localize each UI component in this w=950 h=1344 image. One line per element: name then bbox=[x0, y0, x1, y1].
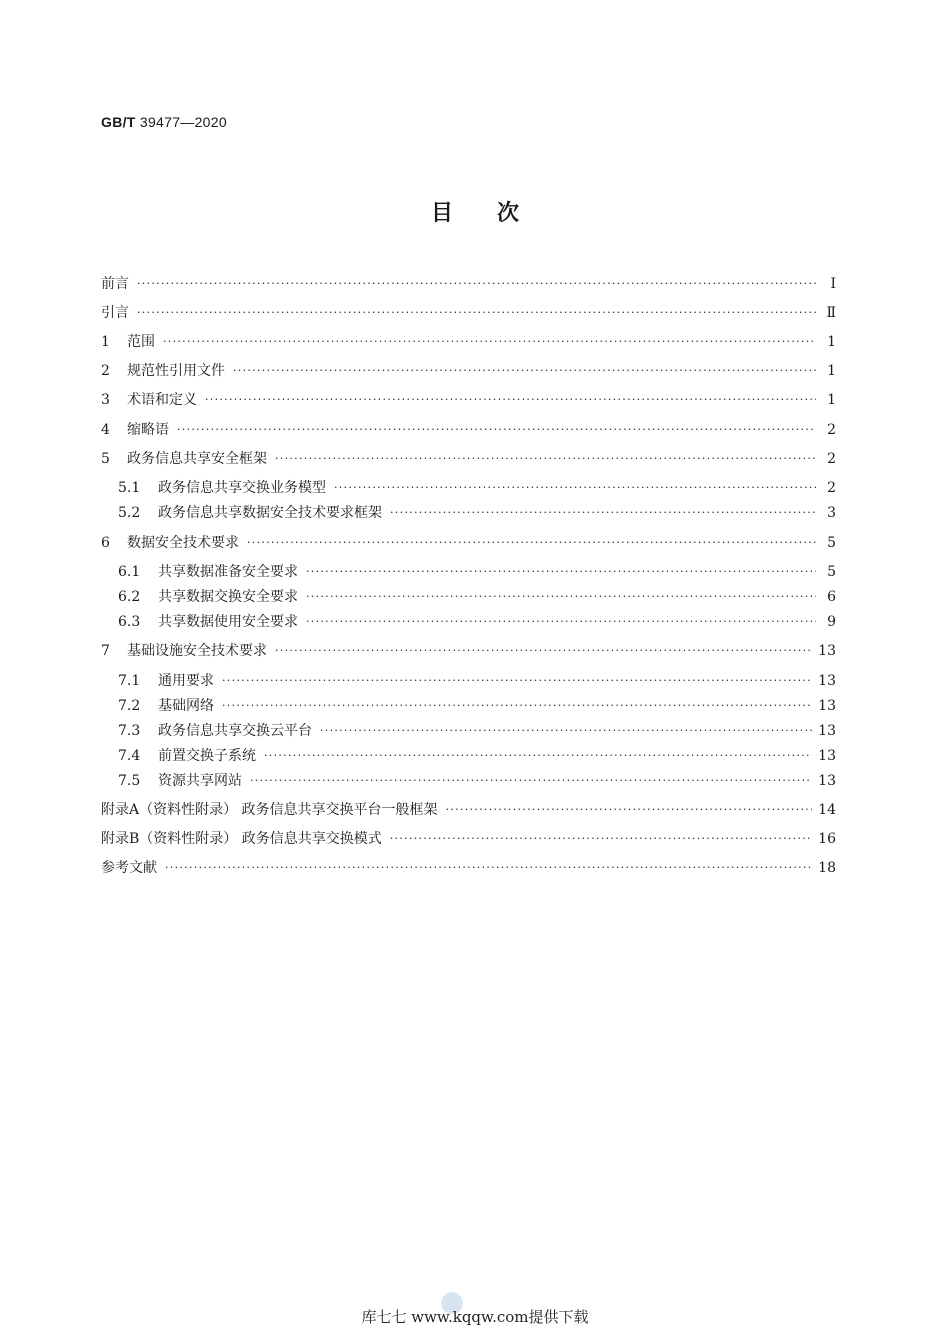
toc-label: 附录A（资料性附录） 政务信息共享交换平台一般框架 bbox=[101, 802, 438, 818]
toc-page: 6 bbox=[827, 589, 836, 605]
toc-page: Ⅱ bbox=[826, 305, 836, 321]
toc-label: 参考文献 bbox=[101, 860, 157, 876]
toc-leader bbox=[250, 771, 812, 791]
toc-entry-7-3[interactable] bbox=[101, 721, 836, 741]
toc-page: 13 bbox=[818, 773, 836, 789]
toc-label: 共享数据准备安全要求 bbox=[158, 564, 298, 580]
toc-number: 6.1 bbox=[118, 564, 141, 580]
toc-entry-5-2[interactable] bbox=[101, 503, 836, 523]
toc-label: 范围 bbox=[127, 334, 155, 350]
toc-number: 5 bbox=[101, 451, 110, 467]
toc-leader bbox=[137, 303, 816, 323]
toc-page: 1 bbox=[827, 363, 836, 379]
toc-number: 4 bbox=[101, 422, 110, 438]
toc-entry-6-1[interactable] bbox=[101, 562, 836, 582]
toc-label: 前置交换子系统 bbox=[158, 748, 256, 764]
toc-number: 5.1 bbox=[118, 480, 141, 496]
toc-number: 6.2 bbox=[118, 589, 141, 605]
toc-label: 资源共享网站 bbox=[158, 773, 242, 789]
toc-leader bbox=[264, 746, 812, 766]
toc-page: 1 bbox=[827, 392, 836, 408]
toc-entry-5[interactable] bbox=[101, 449, 836, 469]
toc-page: 16 bbox=[818, 831, 836, 847]
toc-leader bbox=[320, 721, 812, 741]
toc-leader bbox=[222, 696, 812, 716]
toc-entry-foreword[interactable] bbox=[101, 274, 836, 294]
toc-leader bbox=[222, 671, 812, 691]
toc-entry-7[interactable] bbox=[101, 641, 836, 661]
toc-page: 14 bbox=[818, 802, 836, 818]
toc-leader bbox=[137, 274, 816, 294]
toc-page: 2 bbox=[827, 422, 836, 438]
page-title: 目次 bbox=[430, 201, 563, 226]
toc-leader bbox=[163, 332, 816, 352]
toc-label: 基础网络 bbox=[158, 698, 214, 714]
toc-entry-4[interactable] bbox=[101, 420, 836, 440]
toc-entry-6-2[interactable] bbox=[101, 587, 836, 607]
toc-number: 3 bbox=[101, 392, 110, 408]
table-of-contents bbox=[101, 0, 836, 900]
toc-number: 7.1 bbox=[118, 673, 141, 689]
toc-number: 7.2 bbox=[118, 698, 141, 714]
toc-page: 13 bbox=[818, 643, 836, 659]
toc-page: 9 bbox=[827, 614, 836, 630]
toc-number: 7 bbox=[101, 643, 110, 659]
toc-page: 13 bbox=[818, 698, 836, 714]
toc-number: 7.4 bbox=[118, 748, 141, 764]
toc-entry-2[interactable] bbox=[101, 361, 836, 381]
download-footer: 库七七 www.kqqw.com提供下载 bbox=[361, 1308, 589, 1326]
toc-entry-appendix-b[interactable] bbox=[101, 829, 836, 849]
toc-label: 政务信息共享数据安全技术要求框架 bbox=[158, 505, 382, 521]
toc-entry-appendix-a[interactable] bbox=[101, 800, 836, 820]
toc-leader bbox=[275, 449, 816, 469]
toc-leader bbox=[233, 361, 816, 381]
toc-label: 共享数据使用安全要求 bbox=[158, 614, 298, 630]
toc-leader bbox=[306, 587, 816, 607]
toc-page: 1 bbox=[827, 334, 836, 350]
toc-leader bbox=[247, 533, 816, 553]
toc-number: 6 bbox=[101, 535, 110, 551]
toc-leader bbox=[446, 800, 813, 820]
toc-leader bbox=[306, 562, 816, 582]
toc-page: 13 bbox=[818, 673, 836, 689]
toc-entry-7-5[interactable] bbox=[101, 771, 836, 791]
toc-page: 13 bbox=[818, 723, 836, 739]
toc-number: 1 bbox=[101, 334, 110, 350]
toc-entry-5-1[interactable] bbox=[101, 478, 836, 498]
toc-leader bbox=[205, 390, 816, 410]
toc-entry-introduction[interactable] bbox=[101, 303, 836, 323]
toc-page: 2 bbox=[827, 451, 836, 467]
toc-label: 政务信息共享交换业务模型 bbox=[158, 480, 326, 496]
toc-label: 政务信息共享交换云平台 bbox=[158, 723, 312, 739]
toc-page: 2 bbox=[827, 480, 836, 496]
standard-number: 39477—2020 bbox=[139, 114, 227, 130]
toc-leader bbox=[177, 420, 816, 440]
toc-page: 5 bbox=[827, 564, 836, 580]
toc-page: 13 bbox=[818, 748, 836, 764]
toc-number: 5.2 bbox=[118, 505, 141, 521]
toc-leader bbox=[390, 503, 816, 523]
toc-entry-7-4[interactable] bbox=[101, 746, 836, 766]
toc-label: 数据安全技术要求 bbox=[127, 535, 239, 551]
toc-number: 7.5 bbox=[118, 773, 141, 789]
toc-label: 引言 bbox=[101, 305, 129, 321]
toc-label: 缩略语 bbox=[127, 422, 169, 438]
toc-page: Ⅰ bbox=[830, 276, 836, 292]
toc-leader bbox=[334, 478, 816, 498]
toc-label: 前言 bbox=[101, 276, 129, 292]
toc-entry-7-1[interactable] bbox=[101, 671, 836, 691]
toc-entry-references[interactable] bbox=[101, 858, 836, 878]
toc-number: 2 bbox=[101, 363, 110, 379]
toc-label: 通用要求 bbox=[158, 673, 214, 689]
toc-label: 附录B（资料性附录） 政务信息共享交换模式 bbox=[101, 831, 382, 847]
toc-leader bbox=[165, 858, 812, 878]
toc-label: 基础设施安全技术要求 bbox=[127, 643, 267, 659]
toc-label: 共享数据交换安全要求 bbox=[158, 589, 298, 605]
toc-page: 5 bbox=[827, 535, 836, 551]
toc-leader bbox=[306, 612, 816, 632]
standard-prefix: GB/T bbox=[101, 114, 136, 130]
toc-leader bbox=[275, 641, 812, 661]
toc-label: 政务信息共享安全框架 bbox=[127, 451, 267, 467]
toc-entry-1[interactable] bbox=[101, 332, 836, 352]
toc-number: 6.3 bbox=[118, 614, 141, 630]
toc-page: 3 bbox=[827, 505, 836, 521]
toc-entry-6[interactable] bbox=[101, 533, 836, 553]
toc-label: 术语和定义 bbox=[127, 392, 197, 408]
toc-page: 18 bbox=[818, 860, 836, 876]
toc-entry-7-2[interactable] bbox=[101, 696, 836, 716]
toc-entry-6-3[interactable] bbox=[101, 612, 836, 632]
toc-label: 规范性引用文件 bbox=[127, 363, 225, 379]
toc-entry-3[interactable] bbox=[101, 390, 836, 410]
toc-leader bbox=[390, 829, 812, 849]
toc-number: 7.3 bbox=[118, 723, 141, 739]
